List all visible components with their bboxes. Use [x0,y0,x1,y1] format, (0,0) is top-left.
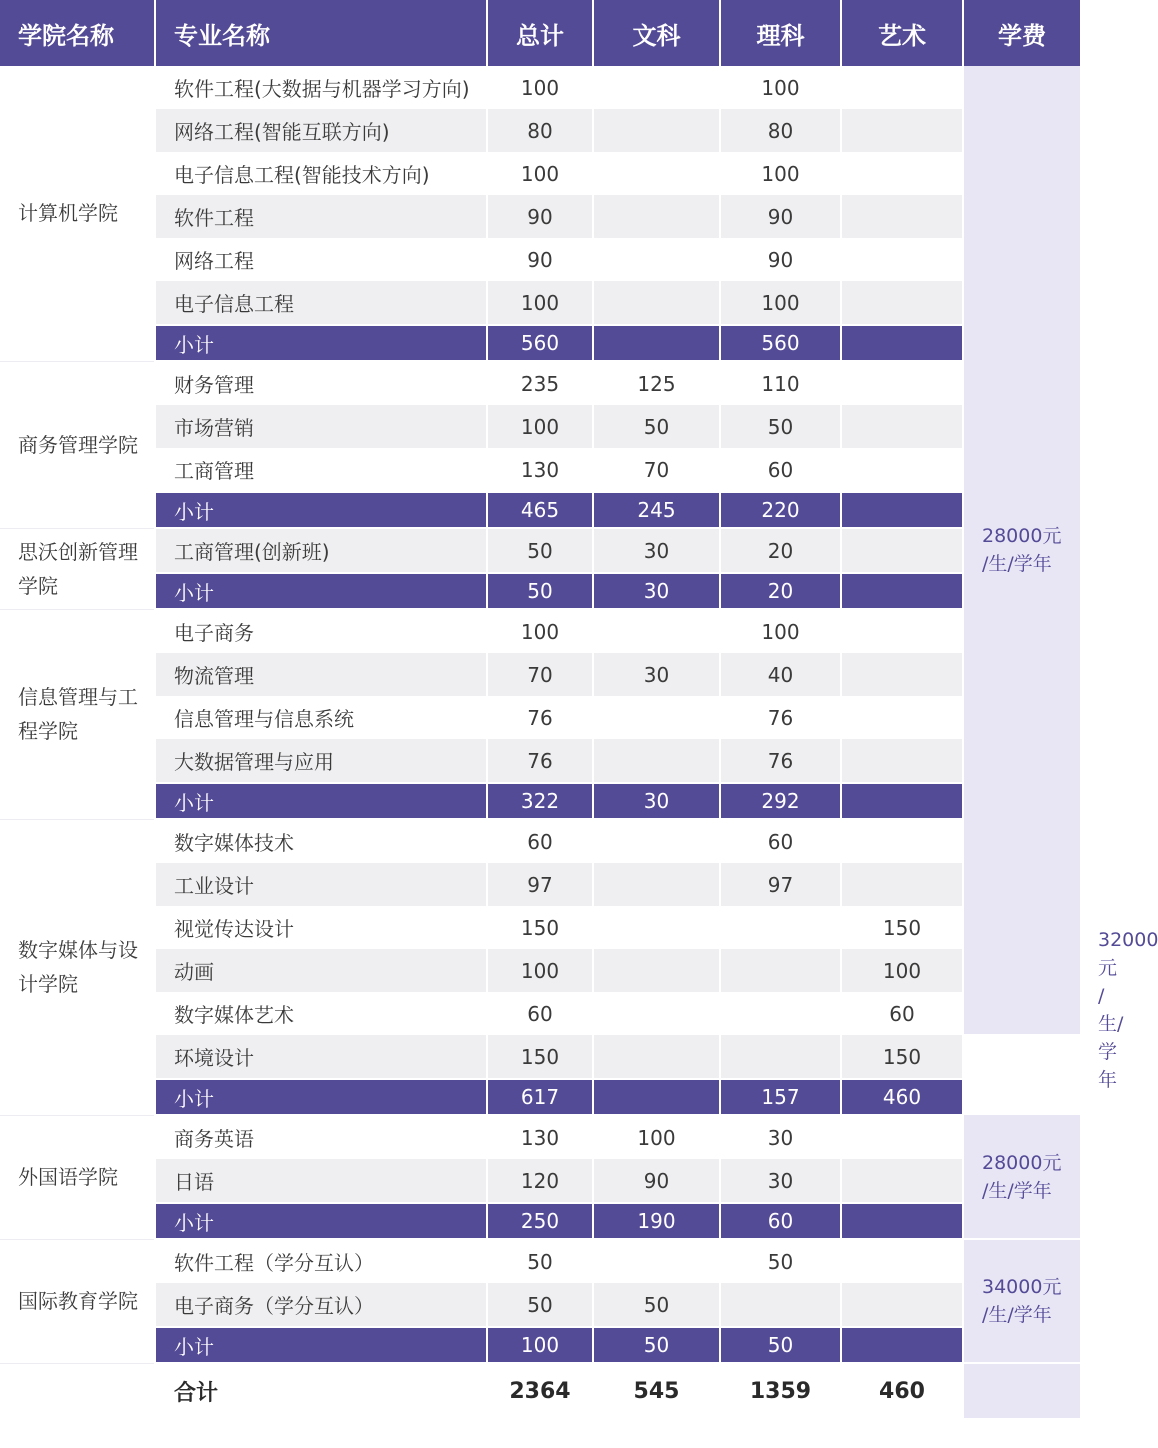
table-row [0,739,1080,783]
subtotal-liberal-arts [593,325,720,361]
major-name: 软件工程(大数据与机器学习方向) [155,66,487,109]
total-count: 120 [487,1159,593,1203]
subtotal-liberal-arts: 190 [593,1203,720,1239]
science-count: 76 [720,696,841,739]
major-name: 电子商务 [155,609,487,653]
college-name: 信息管理与工程学院 [0,609,155,819]
header-major: 专业名称 [155,0,487,66]
science-count: 100 [720,281,841,325]
total-count: 100 [487,152,593,195]
subtotal-liberal-arts: 30 [593,783,720,819]
major-name: 财务管理 [155,361,487,405]
science-count: 50 [720,1239,841,1283]
subtotal-art [841,1203,963,1239]
header-total: 总计 [487,0,593,66]
grand-total-art: 460 [841,1363,963,1418]
college-name: 商务管理学院 [0,361,155,528]
subtotal-liberal-arts: 30 [593,573,720,609]
art-count [841,863,963,906]
table-row [0,109,1080,152]
subtotal-liberal-arts: 245 [593,492,720,528]
subtotal-total: 617 [487,1079,593,1115]
table-row [0,696,1080,739]
subtotal-row [0,1079,1080,1115]
total-count: 100 [487,949,593,992]
tuition-unit: /生/学年 [982,1179,1052,1202]
art-count [841,528,963,573]
art-count [841,1283,963,1327]
liberal-arts-count: 125 [593,361,720,405]
art-count: 150 [841,1035,963,1079]
liberal-arts-count [593,238,720,281]
art-count [841,609,963,653]
art-count [841,238,963,281]
liberal-arts-count [593,609,720,653]
tuition-amount: 28000元 [982,525,1062,547]
liberal-arts-count [593,152,720,195]
art-count [841,152,963,195]
science-count: 20 [720,528,841,573]
subtotal-label: 小计 [155,492,487,528]
liberal-arts-count: 30 [593,528,720,573]
art-count [841,281,963,325]
liberal-arts-count [593,906,720,949]
grand-total-spacer [0,1363,155,1418]
header-row [0,0,1080,66]
header-tuition: 学费 [963,0,1080,66]
total-count: 100 [487,405,593,448]
liberal-arts-count [593,696,720,739]
total-count: 150 [487,906,593,949]
major-name: 大数据管理与应用 [155,739,487,783]
tuition-amount: 28000元 [982,1151,1062,1174]
table-row: 视觉传达设计 150 150 32000元 /生/学年 [0,906,1080,949]
art-count [841,109,963,152]
header-liberal-arts: 文科 [593,0,720,66]
grand-total-total: 2364 [487,1363,593,1418]
major-name: 电子信息工程(智能技术方向) [155,152,487,195]
liberal-arts-count [593,281,720,325]
major-name: 数字媒体技术 [155,819,487,863]
art-count [841,1239,963,1283]
college-name: 国际教育学院 [0,1239,155,1363]
science-count [720,949,841,992]
art-count [841,696,963,739]
total-count: 60 [487,992,593,1035]
total-count: 50 [487,528,593,573]
total-count: 130 [487,1115,593,1159]
major-name: 物流管理 [155,653,487,696]
liberal-arts-count [593,819,720,863]
subtotal-label: 小计 [155,1203,487,1239]
tuition-cell [963,1239,1080,1363]
subtotal-art [841,492,963,528]
college-name: 思沃创新管理学院 [0,528,155,609]
total-count: 100 [487,609,593,653]
subtotal-science: 157 [720,1079,841,1115]
subtotal-label: 小计 [155,325,487,361]
art-count [841,819,963,863]
subtotal-total: 250 [487,1203,593,1239]
header-science: 理科 [720,0,841,66]
total-count: 70 [487,653,593,696]
liberal-arts-count [593,949,720,992]
subtotal-row [0,492,1080,528]
total-count: 60 [487,819,593,863]
science-count: 90 [720,238,841,281]
liberal-arts-count: 100 [593,1115,720,1159]
grand-total-tuition-spacer [963,1363,1080,1418]
science-count: 80 [720,109,841,152]
art-count: 150 [841,906,963,949]
subtotal-liberal-arts [593,1079,720,1115]
table-row [0,66,1080,109]
liberal-arts-count [593,109,720,152]
liberal-arts-count [593,1239,720,1283]
total-count: 76 [487,739,593,783]
science-count: 76 [720,739,841,783]
science-count: 100 [720,152,841,195]
grand-total-label: 合计 [155,1363,487,1418]
total-count: 50 [487,1239,593,1283]
subtotal-science: 560 [720,325,841,361]
grand-total-row [0,1363,1080,1418]
total-count: 50 [487,1283,593,1327]
major-name: 数字媒体艺术 [155,992,487,1035]
college-name: 数字媒体与设计学院 [0,819,155,1115]
table-row [0,281,1080,325]
total-count: 130 [487,448,593,492]
table-row [0,405,1080,448]
major-name: 网络工程 [155,238,487,281]
college-name: 外国语学院 [0,1115,155,1239]
science-count [720,992,841,1035]
table-row [0,152,1080,195]
art-count: 60 [841,992,963,1035]
science-count: 60 [720,448,841,492]
art-count [841,1115,963,1159]
major-name: 电子信息工程 [155,281,487,325]
subtotal-label: 小计 [155,783,487,819]
major-name: 软件工程（学分互认） [155,1239,487,1283]
science-count [720,1283,841,1327]
table-row [0,361,1080,405]
major-name: 工商管理 [155,448,487,492]
total-count: 90 [487,238,593,281]
science-count: 60 [720,819,841,863]
subtotal-science: 292 [720,783,841,819]
grand-total-science: 1359 [720,1363,841,1418]
major-name: 工业设计 [155,863,487,906]
table-row [0,448,1080,492]
subtotal-total: 50 [487,573,593,609]
science-count: 97 [720,863,841,906]
subtotal-row [0,1327,1080,1363]
art-count [841,195,963,238]
table-row [0,949,1080,992]
table-row [0,1035,1080,1079]
science-count: 100 [720,609,841,653]
subtotal-science: 60 [720,1203,841,1239]
art-count [841,361,963,405]
science-count: 30 [720,1115,841,1159]
major-name: 日语 [155,1159,487,1203]
subtotal-label: 小计 [155,1327,487,1363]
total-count: 97 [487,863,593,906]
subtotal-total: 465 [487,492,593,528]
total-count: 76 [487,696,593,739]
subtotal-art [841,325,963,361]
major-name: 商务英语 [155,1115,487,1159]
liberal-arts-count [593,195,720,238]
art-count [841,653,963,696]
subtotal-label: 小计 [155,573,487,609]
science-count [720,906,841,949]
subtotal-science: 20 [720,573,841,609]
tuition-cell [963,66,1080,1035]
total-count: 100 [487,281,593,325]
tuition-cell [963,1115,1080,1239]
science-count: 110 [720,361,841,405]
art-count [841,1159,963,1203]
subtotal-row [0,573,1080,609]
subtotal-row [0,783,1080,819]
table-row [0,1159,1080,1203]
science-count: 40 [720,653,841,696]
art-count [841,739,963,783]
subtotal-row [0,1203,1080,1239]
major-name: 信息管理与信息系统 [155,696,487,739]
liberal-arts-count [593,66,720,109]
liberal-arts-count [593,992,720,1035]
table-body [0,66,1158,1418]
liberal-arts-count [593,863,720,906]
subtotal-liberal-arts: 50 [593,1327,720,1363]
science-count: 90 [720,195,841,238]
science-count: 100 [720,66,841,109]
total-count: 90 [487,195,593,238]
table-row [0,1283,1080,1327]
subtotal-art [841,1327,963,1363]
table-row [0,992,1080,1035]
major-name: 软件工程 [155,195,487,238]
major-name: 网络工程(智能互联方向) [155,109,487,152]
tuition-amount: 34000元 [982,1276,1062,1298]
total-count: 235 [487,361,593,405]
major-name: 工商管理(创新班) [155,528,487,573]
liberal-arts-count: 50 [593,405,720,448]
art-count [841,448,963,492]
major-name: 视觉传达设计 [155,906,487,949]
subtotal-total: 560 [487,325,593,361]
total-count: 80 [487,109,593,152]
table-row [0,1239,1080,1283]
liberal-arts-count: 30 [593,653,720,696]
total-count: 150 [487,1035,593,1079]
liberal-arts-count [593,739,720,783]
table-row [0,1115,1080,1159]
table-row [0,195,1080,238]
subtotal-art [841,573,963,609]
science-count: 50 [720,405,841,448]
table-row [0,819,1080,863]
liberal-arts-count: 50 [593,1283,720,1327]
major-name: 环境设计 [155,1035,487,1079]
liberal-arts-count [593,1035,720,1079]
art-count [841,405,963,448]
grand-total-liberal-arts: 545 [593,1363,720,1418]
table-row [0,238,1080,281]
header-college: 学院名称 [0,0,155,66]
science-count [720,1035,841,1079]
header-art: 艺术 [841,0,963,66]
subtotal-art [841,783,963,819]
table-row [0,609,1080,653]
subtotal-total: 322 [487,783,593,819]
table-row [0,863,1080,906]
major-name: 市场营销 [155,405,487,448]
subtotal-science: 220 [720,492,841,528]
liberal-arts-count: 70 [593,448,720,492]
table-row [0,653,1080,696]
art-count: 100 [841,949,963,992]
liberal-arts-count: 90 [593,1159,720,1203]
art-count [841,66,963,109]
subtotal-art: 460 [841,1079,963,1115]
table-row [0,528,1080,573]
subtotal-total: 100 [487,1327,593,1363]
tuition-unit: /生/学年 [982,553,1052,575]
major-name: 动画 [155,949,487,992]
major-name: 电子商务（学分互认） [155,1283,487,1327]
science-count: 30 [720,1159,841,1203]
total-count: 100 [487,66,593,109]
subtotal-science: 50 [720,1327,841,1363]
tuition-unit: /生/学年 [982,1304,1052,1326]
college-name: 计算机学院 [0,66,155,361]
subtotal-row [0,325,1080,361]
subtotal-label: 小计 [155,1079,487,1115]
